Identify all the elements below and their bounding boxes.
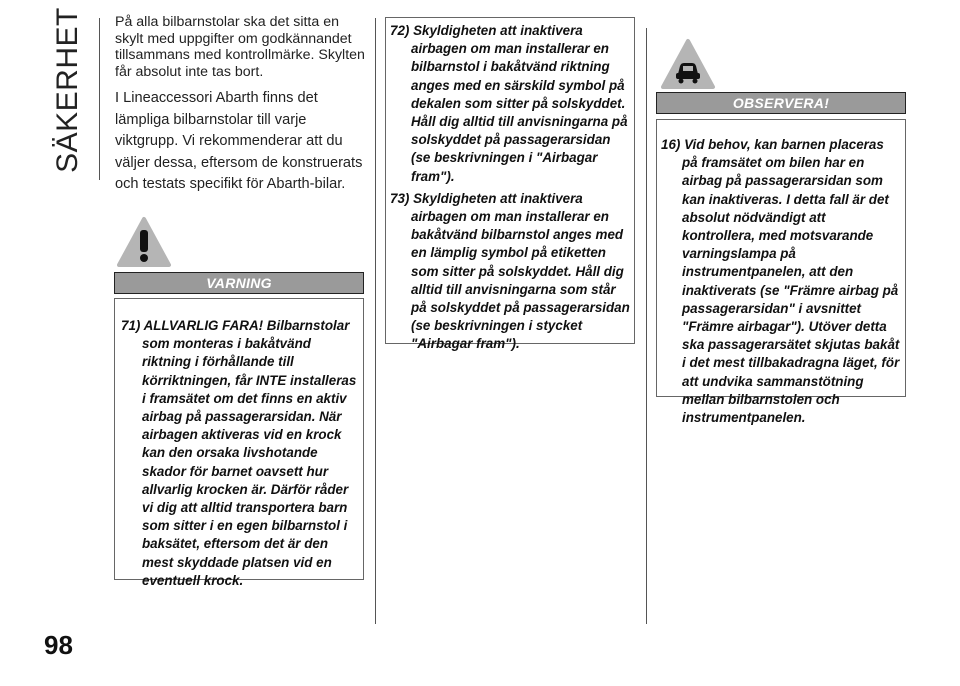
- note-73: 73) Skyldigheten att inaktivera airbagen om man installerar en bakåtvänd bilbarnstol anges med en lämplig symbol på etiketten som sitter på solskyddet. Håll dig alltid till anvisningarna som står på solskyddet på passagerarsidan (se beskrivningen i stycket "Airbagar fram").: [390, 190, 630, 352]
- section-title-text: SÄKERHET: [51, 7, 84, 173]
- exclamation-warning-icon: [116, 216, 172, 268]
- note-71: 71) ALLVARLIG FARA! Bilbarnstolar som monteras i bakåtvänd riktning i förhållande till körriktningen, får INTE installeras i framsätet om det finns en aktiv airbag på passagerarsidan. När airbagen aktiveras vid en krock kan den orsaka livshotande skador för barnet oavsett hur allvarlig krocken är. Därför råder vi dig att alltid transportera barn som sitter i en egen bilbarnstol i baksätet, eftersom det är den mest skyddade platsen vid en eventuell krock.: [121, 318, 357, 588]
- car-warning-icon: [660, 38, 716, 90]
- warning-box: [114, 298, 364, 588]
- intro-paragraph-1: På alla bilbarnstolar ska det sitta en skylt med uppgifter om godkännandet tillsammans med kontrollmärke. Skylten får absolut inte tas bort.: [115, 14, 365, 80]
- page-number: 98: [44, 630, 73, 660]
- observe-box: [656, 119, 906, 426]
- column-divider-2: [646, 28, 647, 624]
- observe-heading-bar: OBSERVERA!: [656, 92, 906, 114]
- note-16: 16) Vid behov, kan barnen placeras på framsätet om bilen har en airbag på passagerarsidan som kan inaktiveras. I detta fall är det absolut nödvändigt att kontrollera, med motsvarande varningslampa på instrumentpanelen, att den inaktiverats (se "Främre airbag på passagerarsidan" i avsnittet "Främre airbagar"). Utöver detta ska passagerarsätet skjutas bakåt i det mest tillbakadragna läget, för att undvika sammanstötning mellan bilbarnstolen och instrumentpanelen.: [661, 137, 900, 426]
- column-divider-1: [375, 18, 376, 624]
- note-72: 72) Skyldigheten att inaktivera airbagen om man installerar en bilbarnstol i bakåtvänd riktning anges med en särskild symbol på dekalen som sitter på solskyddet. Håll dig alltid till anvisningarna på solskyddet på passagerarsidan (se beskrivningen i "Airbagar fram").: [390, 23, 628, 184]
- warning-heading-bar: VARNING: [114, 272, 364, 294]
- section-title: [42, 7, 94, 173]
- intro-paragraph-2: I Lineaccessori Abarth finns det lämpliga bilbarnstolar till varje viktgrupp. Vi rekommenderar att du väljer dessa, eftersom de konstruerats och testats specifikt för Abarth-bilar.: [115, 90, 363, 193]
- intro-text: [115, 14, 367, 204]
- left-margin-rule: [99, 18, 100, 180]
- notes-box: [385, 17, 635, 352]
